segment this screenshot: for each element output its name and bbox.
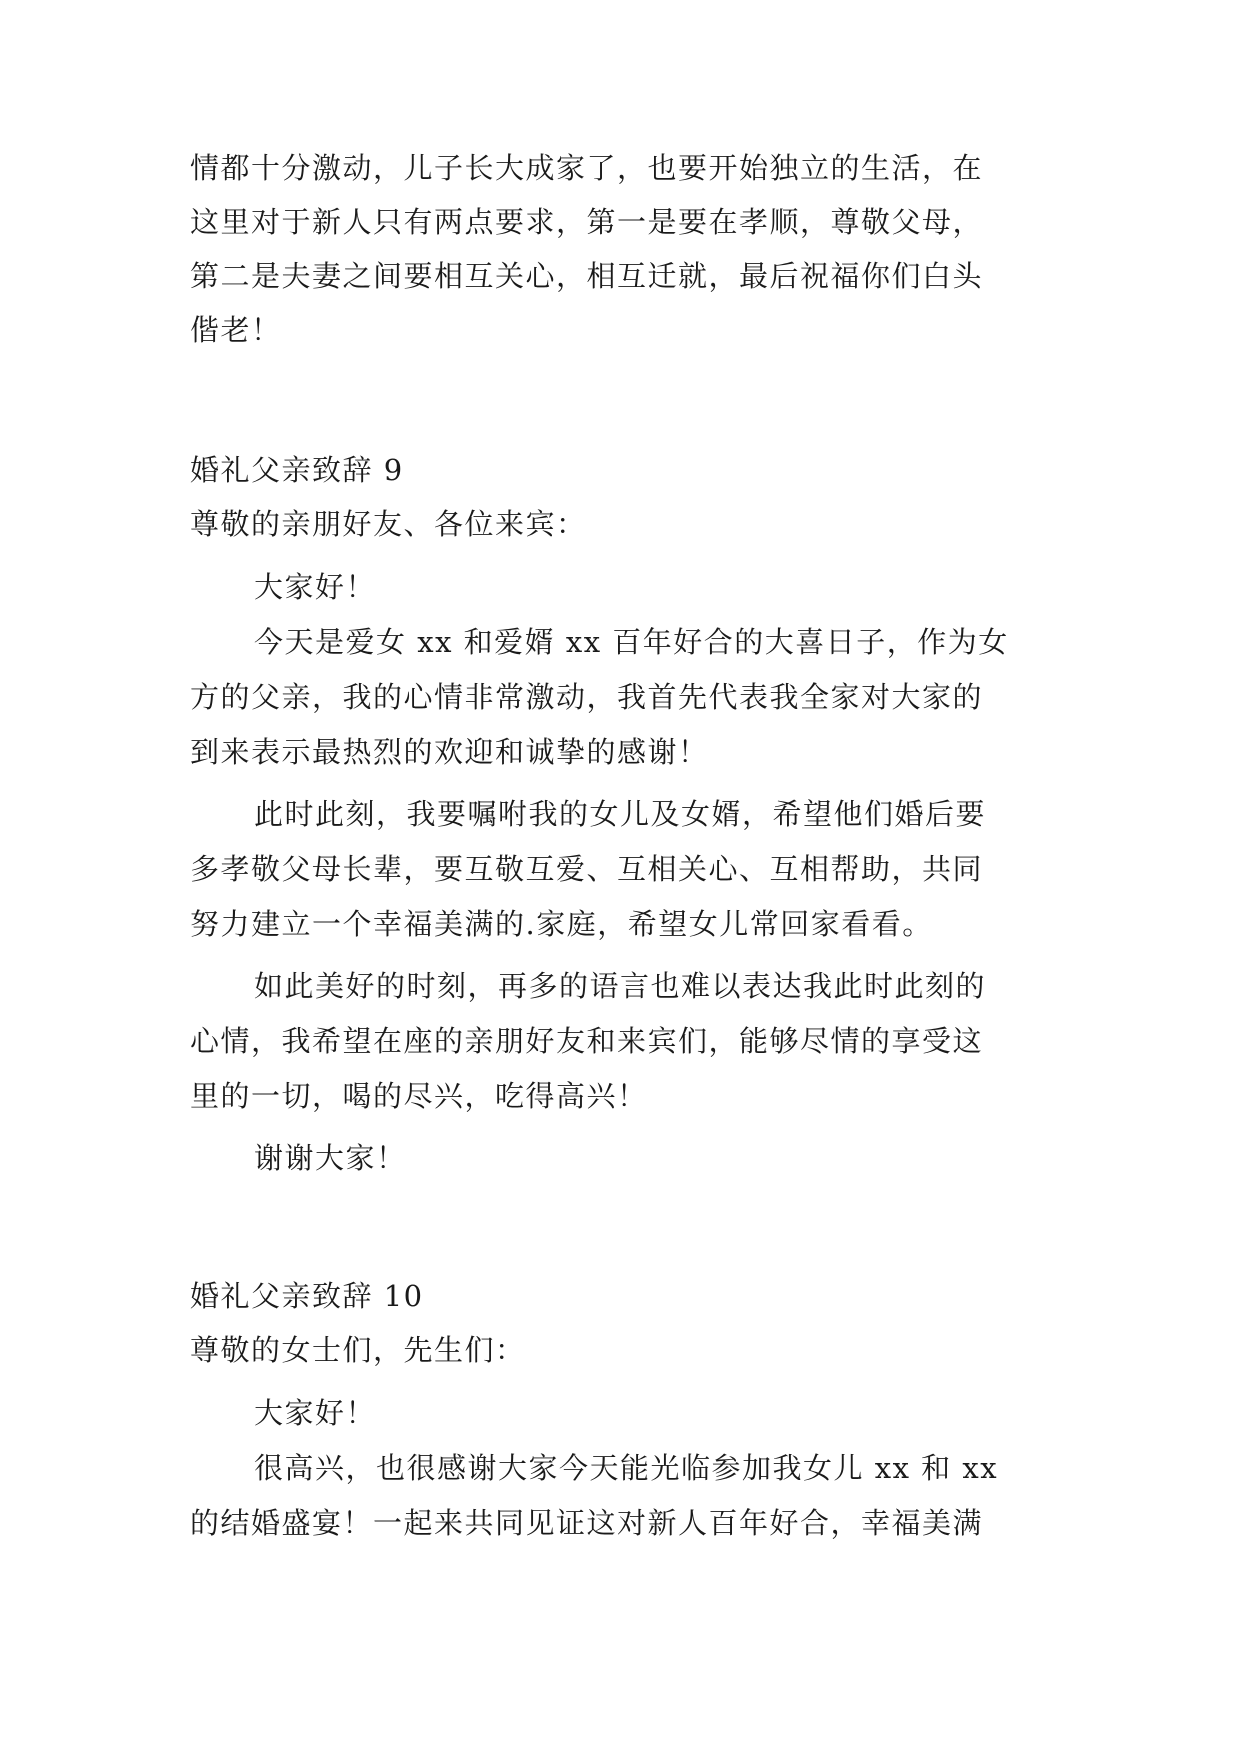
greeting: 大家好！ — [254, 1396, 377, 1430]
section-title: 婚礼父亲致辞 9 — [190, 453, 404, 487]
paragraph-line: 第二是夫妻之间要相互关心，相互迁就，最后祝福你们白头 — [190, 259, 984, 293]
salutation: 尊敬的亲朋好友、各位来宾： — [190, 507, 587, 541]
paragraph-line: 此时此刻，我要嘱咐我的女儿及女婿，希望他们婚后要 — [254, 797, 987, 831]
paragraph-line: 情都十分激动，儿子长大成家了，也要开始独立的生活，在 — [190, 151, 984, 185]
paragraph-line: 如此美好的时刻，再多的语言也难以表达我此时此刻的 — [254, 969, 987, 1003]
paragraph-line: 偕老！ — [190, 313, 282, 347]
paragraph-line: 里的一切，喝的尽兴，吃得高兴！ — [190, 1079, 648, 1113]
paragraph-line: 多孝敬父母长辈，要互敬互爱、互相关心、互相帮助，共同 — [190, 852, 984, 886]
paragraph-line: 心情，我希望在座的亲朋好友和来宾们，能够尽情的享受这 — [190, 1024, 984, 1058]
paragraph-line: 今天是爱女 xx 和爱婿 xx 百年好合的大喜日子，作为女 — [254, 625, 1009, 659]
closing: 谢谢大家！ — [254, 1141, 407, 1175]
paragraph-line: 很高兴，也很感谢大家今天能光临参加我女儿 xx 和 xx — [254, 1451, 999, 1485]
paragraph-line: 的结婚盛宴！一起来共同见证这对新人百年好合，幸福美满 — [190, 1506, 984, 1540]
greeting: 大家好！ — [254, 570, 377, 604]
paragraph-line: 这里对于新人只有两点要求，第一是要在孝顺，尊敬父母， — [190, 205, 984, 239]
paragraph-line: 到来表示最热烈的欢迎和诚挚的感谢！ — [190, 735, 709, 769]
paragraph-line: 努力建立一个幸福美满的.家庭，希望女儿常回家看看。 — [190, 907, 933, 941]
salutation: 尊敬的女士们，先生们： — [190, 1333, 526, 1367]
paragraph-line: 方的父亲，我的心情非常激动，我首先代表我全家对大家的 — [190, 680, 984, 714]
section-title: 婚礼父亲致辞 10 — [190, 1279, 424, 1313]
